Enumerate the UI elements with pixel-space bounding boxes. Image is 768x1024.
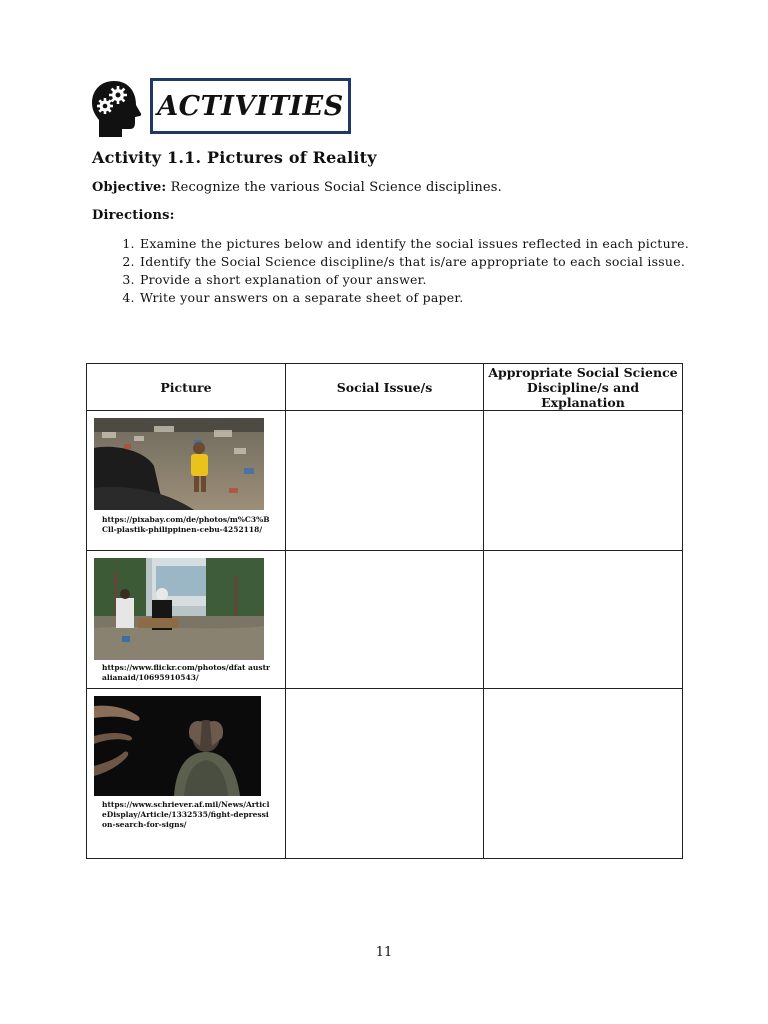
directions-label: Directions: (92, 208, 175, 223)
column-header-picture: Picture (87, 364, 286, 411)
discipline-cell (484, 689, 683, 859)
social-issue-cell (286, 551, 484, 689)
table-row (87, 689, 683, 859)
picture-cell (87, 411, 286, 551)
table-row (87, 411, 683, 551)
child-in-garbage-photo (94, 418, 264, 510)
discipline-cell (484, 411, 683, 551)
picture-cell (87, 689, 286, 859)
flooded-street-photo (94, 558, 264, 660)
page-number: 11 (375, 945, 393, 960)
discipline-cell (484, 551, 683, 689)
table-row (87, 551, 683, 689)
head-gears-icon (90, 80, 142, 138)
activities-title: ACTIVITIES (157, 90, 344, 122)
direction-step: 3. Provide a short explanation of your answer. (139, 271, 721, 289)
social-issue-cell (286, 411, 484, 551)
objective-text: Recognize the various Social Science disciplines. (170, 180, 502, 195)
photo-source-url: https://www.schriever.af.mil/News/ArticleDisplay/Article/1332535/fight-depression-search-for-signs/ (102, 800, 270, 829)
direction-step: 4. Write your answers on a separate sheet of paper. (139, 289, 721, 307)
direction-step: 1. Examine the pictures below and identify the social issues reflected in each picture. (139, 235, 721, 253)
social-issue-cell (286, 689, 484, 859)
directions-list (92, 235, 721, 307)
objective (92, 180, 502, 195)
photo-source-url: https://pixabay.com/de/photos/m%C3%BCll-plastik-philippinen-cebu-4252118/ (102, 515, 270, 534)
direction-step: 2. Identify the Social Science discipline/s that is/are appropriate to each social issue. (139, 253, 721, 271)
picture-cell (87, 551, 286, 689)
objective-label: Objective: (92, 180, 167, 195)
activity-table (86, 363, 683, 859)
activity-title: Activity 1.1. Pictures of Reality (92, 148, 377, 167)
activities-title-box (150, 78, 351, 134)
depressed-man-photo (94, 696, 261, 796)
photo-source-url: https://www.flickr.com/photos/dfat australianaid/10695910543/ (102, 663, 270, 682)
column-header-social-issue: Social Issue/s (286, 364, 484, 411)
column-header-discipline: Appropriate Social Science Discipline/s and Explanation (484, 364, 683, 411)
